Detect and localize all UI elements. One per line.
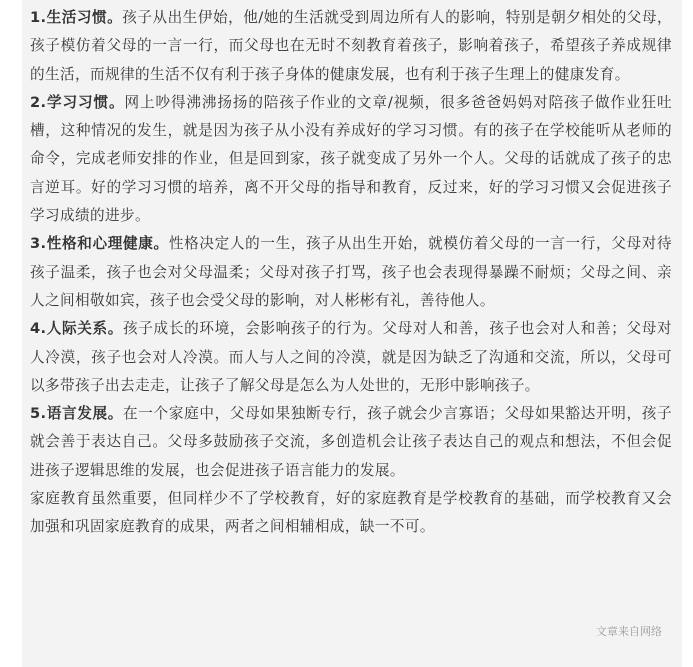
section-5	[30, 400, 672, 485]
section-text: 网上吵得沸沸扬扬的陪孩子作业的文章/视频，很多爸爸妈妈对陪孩子做作业狂吐槽，这种情况的发生，就是因为孩子从小没有养成好的学习习惯。有的孩子在学校能听从老师的命令，完成老师安排的作业，但是回到家，孩子就变成了另外一个人。父母的话就成了孩子的忠言逆耳。好的学习习惯的培养，离不开父母的指导和教育，反过来，好的学习习惯又会促进孩子学习成绩的进步。	[30, 93, 673, 225]
article-body	[30, 4, 672, 542]
section-title: 5.语言发展。	[30, 405, 124, 423]
article-page	[22, 0, 682, 667]
source-note: 文章来自网络	[596, 625, 662, 638]
section-title: 2.学习习惯。	[30, 93, 125, 111]
section-3	[30, 230, 672, 315]
section-1	[30, 4, 672, 89]
section-4	[30, 315, 672, 400]
section-text: 在一个家庭中，父母如果独断专行，孩子就会少言寡语；父母如果豁达开明，孩子就会善于表达自己。父母多鼓励孩子交流，多创造机会让孩子表达自己的观点和想法，不但会促进孩子逻辑思维的发展，也会促进孩子语言能力的发展。	[30, 405, 673, 479]
section-2	[30, 89, 672, 230]
section-title: 3.性格和心理健康。	[30, 235, 169, 253]
section-text: 性格决定人的一生，孩子从出生开始，就模仿着父母的一言一行，父母对待孩子温柔，孩子也会对父母温柔；父母对孩子打骂，孩子也会表现得暴躁不耐烦；父母之间、亲人之间相敬如宾，孩子也会受父母的影响，对人彬彬有礼，善待他人。	[30, 235, 672, 309]
section-text: 孩子成长的环境，会影响孩子的行为。父母对人和善，孩子也会对人和善；父母对人冷漠，孩子也会对人冷漠。而人与人之间的冷漠，就是因为缺乏了沟通和交流，所以，父母可以多带孩子出去走走，让孩子了解父母是怎么为人处世的，无形中影响孩子。	[30, 320, 673, 394]
closing-paragraph: 家庭教育虽然重要，但同样少不了学校教育，好的家庭教育是学校教育的基础，而学校教育又会加强和巩固家庭教育的成果，两者之间相辅相成，缺一不可。	[30, 490, 672, 536]
section-title: 4.人际关系。	[30, 320, 124, 338]
section-text: 孩子从出生伊始，他/她的生活就受到周边所有人的影响，特别是朝夕相处的父母，孩子模仿着父母的一言一行，而父母也在无时不刻教育着孩子，影响着孩子，希望孩子养成规律的生活，而规律的生活不仅有利于孩子身体的健康发展，也有利于孩子生理上的健康发育。	[30, 9, 672, 83]
section-title: 1.生活习惯。	[30, 9, 123, 26]
